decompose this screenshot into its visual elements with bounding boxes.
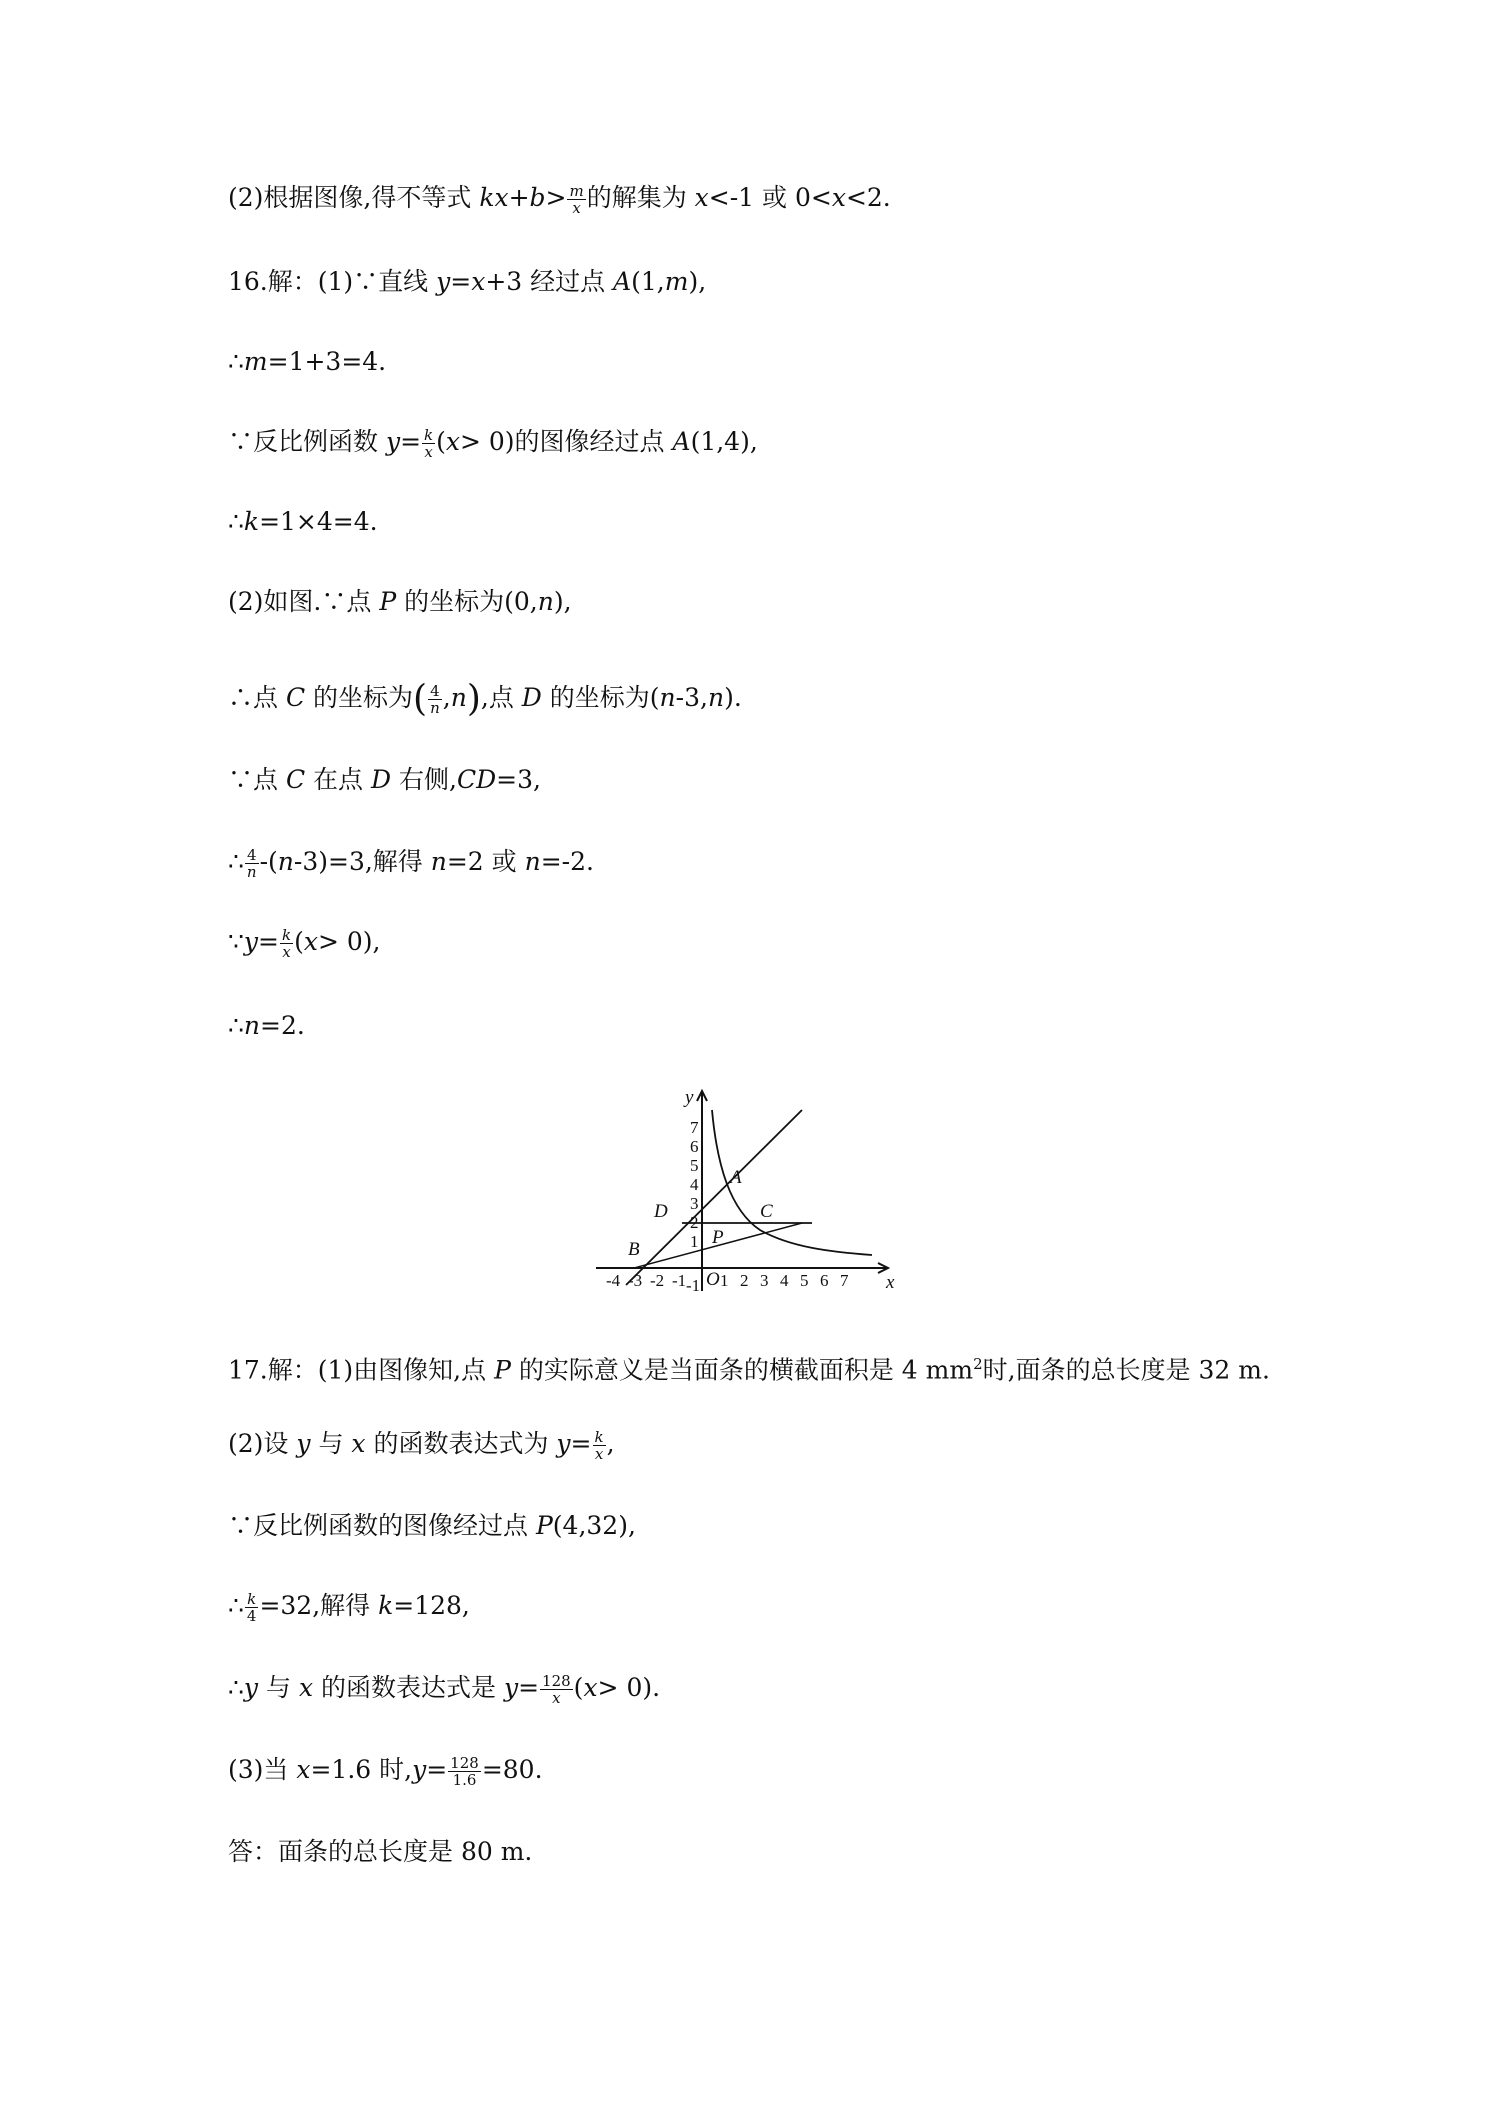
y-tick-label: 2	[690, 1213, 699, 1232]
x-tick-label: 3	[760, 1271, 769, 1290]
line-solve-k: ∴ $\frac{k}{4}$ =32,解得 k=128,	[228, 1590, 470, 1625]
x-tick-label: -1	[672, 1271, 687, 1290]
line-solve-n: ∴ $\frac{4}{n}$ -(n-3)=3,解得 n=2 或 n=-2.	[228, 846, 594, 881]
x-tick-label: -3	[628, 1271, 643, 1290]
line-answer: 答：面条的总长度是 80 m.	[228, 1837, 533, 1866]
y-axis-label: y	[685, 1087, 694, 1108]
x-tick-label: 5	[800, 1271, 809, 1290]
line-function-expression: ∴y 与 x 的函数表达式是 y= $\frac{128}{x}$ (x> 0).	[228, 1672, 661, 1707]
x-tick-label: 7	[840, 1271, 849, 1290]
point-a-label: A	[730, 1167, 742, 1188]
point-b-label: B	[628, 1239, 640, 1260]
line-domain-condition: ∵y= $\frac{k}{x}$ (x> 0),	[228, 926, 381, 961]
x-tick-label: -4	[606, 1271, 621, 1290]
point-c-label: C	[760, 1201, 773, 1222]
y-tick-label: 6	[690, 1137, 699, 1156]
line-problem-16-intro: 16.解：(1)∵直线 y=x+3 经过点 A(1,m),	[228, 267, 707, 296]
fraction-4-over-n: $\frac{4}{n}$	[246, 846, 257, 881]
y-tick-label: 5	[690, 1156, 699, 1175]
line-cd-distance: ∵点 C 在点 D 右侧,CD=3,	[228, 765, 541, 794]
line-y-x-plus-3	[626, 1110, 802, 1285]
coordinate-graph	[590, 1085, 900, 1295]
fraction-k-over-x: $\frac{k}{x}$	[281, 926, 292, 961]
x-tick-label: 6	[820, 1271, 829, 1290]
fraction-k-over-x: $\frac{k}{x}$	[424, 426, 434, 461]
line-m-value: ∴m=1+3=4.	[228, 347, 387, 376]
line-evaluate: (3)当 x=1.6 时,y= $\frac{128}{1.6}$ =80.	[228, 1754, 543, 1789]
line-problem-17-intro: 17.解：(1)由图像知,点 P 的实际意义是当面条的横截面积是 4 $mm^2$时,面条的总长度是 32 m.	[228, 1355, 1270, 1385]
fraction-4-over-n: $\frac{4}{n}$	[430, 682, 440, 717]
x-tick-label: 1	[720, 1271, 729, 1290]
point-d-label: D	[654, 1201, 668, 1222]
fraction-128-over-x: $\frac{128}{x}$	[542, 1672, 571, 1707]
fraction-m-over-x: $\frac{m}{x}$	[569, 182, 584, 217]
line-set-function: (2)设 y 与 x 的函数表达式为 y= $\frac{k}{x}$ ,	[228, 1428, 615, 1463]
y-tick-label: -1	[686, 1276, 701, 1295]
y-tick-label: 3	[690, 1194, 699, 1213]
x-axis-label: x	[886, 1272, 895, 1293]
x-tick-label: 4	[780, 1271, 789, 1290]
fraction-k-over-4: $\frac{k}{4}$	[246, 1590, 257, 1625]
line-point-p: (2)如图.∵点 P 的坐标为(0,n),	[228, 587, 572, 616]
x-tick-label: 2	[740, 1271, 749, 1290]
origin-label: O	[706, 1269, 720, 1290]
line-inverse-function: ∵反比例函数 y= $\frac{k}{x}$ (x> 0)的图像经过点 A(1,4),	[228, 426, 758, 461]
line-inequality-solution: (2)根据图像,得不等式 kx+b> $\frac{m}{x}$ 的解集为 x<-1 或 0<x<2.	[228, 182, 891, 217]
y-tick-label: 4	[690, 1175, 699, 1194]
y-tick-label: 1	[690, 1232, 699, 1251]
line-passes-point-p: ∵反比例函数的图像经过点 P(4,32),	[228, 1511, 636, 1540]
fraction-128-over-1-6: $\frac{128}{1.6}$	[450, 1754, 479, 1789]
line-k-value: ∴k=1×4=4.	[228, 507, 378, 536]
fraction-k-over-x: $\frac{k}{x}$	[594, 1428, 604, 1463]
line-n-value: ∴n=2.	[228, 1011, 305, 1040]
line-points-c-d: ∴点 C 的坐标为( $\frac{4}{n}$ ,n),点 D 的坐标为(n-3,n).	[228, 678, 742, 720]
point-p-label: P	[712, 1227, 724, 1248]
y-tick-label: 7	[690, 1118, 699, 1137]
x-tick-label: -2	[650, 1271, 665, 1290]
